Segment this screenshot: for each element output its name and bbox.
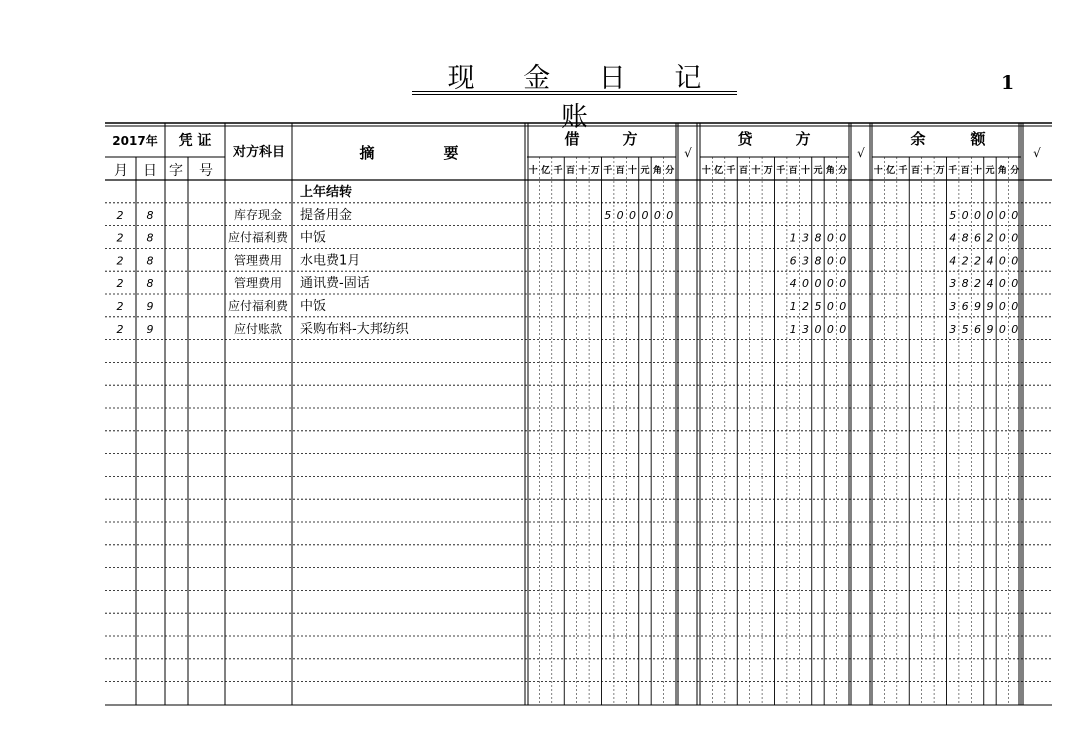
- digit-unit-label: 万: [763, 166, 773, 176]
- debit-digit: 0: [616, 208, 624, 222]
- digit-unit-label: 角: [997, 166, 1007, 176]
- credit-digit: 6: [789, 254, 797, 268]
- row-account: 应付福利费: [227, 230, 289, 245]
- debit-header-a: 借: [564, 130, 580, 148]
- balance-digit: 0: [986, 208, 994, 222]
- digit-unit-label: 元: [985, 166, 995, 176]
- row-month: 2: [116, 322, 124, 336]
- balance-digit: 9: [986, 322, 994, 336]
- row-account: 管理费用: [233, 253, 283, 268]
- row-summary: 提备用金: [300, 207, 353, 223]
- balance-digit: 6: [974, 231, 982, 245]
- row-month: 2: [116, 208, 124, 222]
- balance-digit: 0: [961, 208, 969, 222]
- digit-unit-label: 百: [788, 166, 798, 176]
- balance-digit: 4: [986, 254, 994, 268]
- digit-unit-label: 千: [898, 166, 908, 176]
- balance-digit: 4: [949, 231, 957, 245]
- credit-check-header: √: [857, 146, 865, 160]
- row-summary: 水电费1月: [300, 253, 361, 269]
- digit-unit-label: 十: [923, 166, 933, 176]
- credit-digit: 3: [802, 231, 810, 245]
- digit-unit-label: 百: [565, 166, 575, 176]
- balance-digit: 0: [998, 208, 1006, 222]
- digit-unit-label: 万: [590, 166, 600, 176]
- row-month: 2: [116, 277, 124, 291]
- row-month: 2: [116, 231, 124, 245]
- balance-check-header: √: [1033, 146, 1041, 160]
- digit-unit-label: 元: [640, 166, 650, 176]
- row-account: 管理费用: [233, 276, 283, 291]
- credit-digit: 0: [839, 322, 847, 336]
- balance-digit: 0: [1011, 277, 1019, 291]
- balance-digit: 8: [961, 277, 969, 291]
- credit-digit: 0: [839, 277, 847, 291]
- digit-unit-label: 千: [603, 166, 613, 176]
- row-day: 8: [146, 277, 154, 291]
- balance-digit: 0: [998, 231, 1006, 245]
- digit-unit-headers: [529, 164, 1020, 176]
- credit-digit: 3: [802, 254, 810, 268]
- voucher-word-header: 字: [169, 163, 183, 179]
- digit-unit-label: 十: [801, 166, 811, 176]
- debit-digit: 0: [629, 208, 637, 222]
- balance-digit: 0: [1011, 254, 1019, 268]
- balance-header-b: 额: [970, 130, 986, 148]
- balance-header-a: 余: [910, 130, 926, 148]
- digit-unit-label: 分: [1010, 166, 1020, 176]
- summary-header-a: 摘: [359, 144, 375, 162]
- row-day: 9: [146, 322, 154, 336]
- balance-digit: 5: [961, 322, 969, 336]
- digit-unit-label: 十: [973, 166, 983, 176]
- row-day: 8: [146, 254, 154, 268]
- digit-unit-label: 十: [751, 166, 761, 176]
- credit-digit: 0: [814, 277, 822, 291]
- balance-digit: 5: [949, 208, 957, 222]
- balance-digit: 4: [986, 277, 994, 291]
- balance-digit: 0: [1011, 208, 1019, 222]
- digit-unit-label: 亿: [886, 166, 896, 176]
- credit-digit: 2: [802, 300, 810, 313]
- digit-unit-label: 分: [665, 166, 675, 176]
- digit-unit-label: 亿: [541, 166, 551, 176]
- digit-unit-label: 千: [553, 166, 563, 176]
- balance-digit: 3: [949, 277, 957, 291]
- row-day: 8: [146, 231, 154, 245]
- balance-digit: 0: [1011, 322, 1019, 336]
- digit-unit-label: 角: [825, 166, 835, 176]
- credit-digit: 1: [789, 300, 797, 313]
- digit-unit-label: 分: [838, 166, 848, 176]
- row-month: 2: [116, 254, 124, 268]
- balance-digit: 2: [986, 231, 994, 245]
- row-day: 8: [146, 208, 154, 222]
- credit-digit: 0: [802, 277, 810, 291]
- balance-digit: 2: [974, 277, 982, 291]
- credit-digit: 1: [789, 322, 797, 336]
- digit-unit-label: 千: [776, 166, 786, 176]
- balance-digit: 8: [961, 231, 969, 245]
- credit-digit: 0: [839, 300, 847, 313]
- balance-digit: 0: [998, 300, 1006, 313]
- voucher-number-header: 号: [199, 163, 213, 179]
- account-header: 对方科目: [232, 145, 286, 160]
- year-header: 2017年: [112, 134, 158, 148]
- row-summary: 上年结转: [300, 185, 353, 200]
- digit-unit-label: 十: [873, 166, 883, 176]
- day-header: 日: [143, 163, 157, 179]
- balance-digit: 6: [961, 300, 969, 313]
- digit-unit-label: 百: [960, 166, 970, 176]
- row-account: 应付账款: [233, 321, 283, 336]
- credit-header-b: 方: [795, 130, 811, 148]
- month-header: 月: [114, 163, 128, 179]
- credit-digit: 0: [826, 231, 834, 245]
- balance-digit: 6: [974, 322, 982, 336]
- balance-digit: 9: [974, 300, 982, 313]
- digit-unit-label: 元: [813, 166, 823, 176]
- row-day: 9: [146, 300, 154, 313]
- credit-digit: 5: [814, 300, 822, 313]
- row-summary: 中饭: [300, 230, 327, 246]
- digit-unit-label: 百: [738, 166, 748, 176]
- page-title: 现 金 日 记 账: [447, 63, 722, 133]
- debit-digit: 0: [641, 208, 649, 222]
- digit-unit-label: 角: [652, 166, 662, 176]
- summary-header-b: 要: [443, 144, 459, 162]
- digit-unit-label: 十: [528, 166, 538, 176]
- credit-digit: 0: [826, 254, 834, 268]
- row-summary: 采购布料-大邦纺织: [300, 321, 409, 337]
- row-account: 应付福利费: [227, 299, 289, 313]
- digit-unit-label: 千: [948, 166, 958, 176]
- credit-digit: 8: [814, 231, 822, 245]
- debit-header-b: 方: [622, 130, 638, 148]
- page-number: 1: [1001, 72, 1015, 94]
- balance-digit: 0: [998, 254, 1006, 268]
- balance-digit: 0: [998, 322, 1006, 336]
- credit-digit: 0: [826, 277, 834, 291]
- debit-digit: 0: [666, 208, 674, 222]
- credit-digit: 0: [839, 231, 847, 245]
- balance-digit: 9: [986, 300, 994, 313]
- balance-digit: 0: [1011, 300, 1019, 313]
- balance-digit: 2: [974, 254, 982, 268]
- row-month: 2: [116, 300, 124, 313]
- debit-digit: 5: [604, 208, 612, 222]
- digit-unit-label: 十: [628, 166, 638, 176]
- digit-unit-label: 千: [726, 166, 736, 176]
- debit-check-header: √: [684, 146, 692, 160]
- balance-digit: 3: [949, 300, 957, 313]
- digit-unit-label: 万: [935, 166, 945, 176]
- credit-digit: 0: [814, 322, 822, 336]
- ledger-rows: [117, 184, 1019, 337]
- digit-unit-label: 亿: [714, 166, 724, 176]
- debit-digit: 0: [653, 208, 661, 222]
- credit-digit: 1: [789, 231, 797, 245]
- credit-digit: 0: [826, 300, 834, 313]
- balance-digit: 0: [974, 208, 982, 222]
- credit-digit: 0: [839, 254, 847, 268]
- balance-digit: 3: [949, 322, 957, 336]
- voucher-header: 凭 证: [178, 133, 212, 149]
- balance-digit: 2: [961, 254, 969, 268]
- row-account: 库存现金: [233, 207, 283, 222]
- credit-header-a: 贷: [737, 130, 753, 148]
- credit-digit: 0: [826, 322, 834, 336]
- digit-unit-label: 十: [578, 166, 588, 176]
- credit-digit: 4: [789, 277, 797, 291]
- credit-digit: 3: [802, 322, 810, 336]
- row-summary: 中饭: [300, 299, 327, 314]
- digit-unit-label: 百: [910, 166, 920, 176]
- balance-digit: 0: [998, 277, 1006, 291]
- balance-digit: 0: [1011, 231, 1019, 245]
- row-summary: 通讯费-固话: [300, 276, 370, 292]
- digit-unit-label: 百: [615, 166, 625, 176]
- balance-digit: 4: [949, 254, 957, 268]
- digit-unit-label: 十: [701, 166, 711, 176]
- credit-digit: 8: [814, 254, 822, 268]
